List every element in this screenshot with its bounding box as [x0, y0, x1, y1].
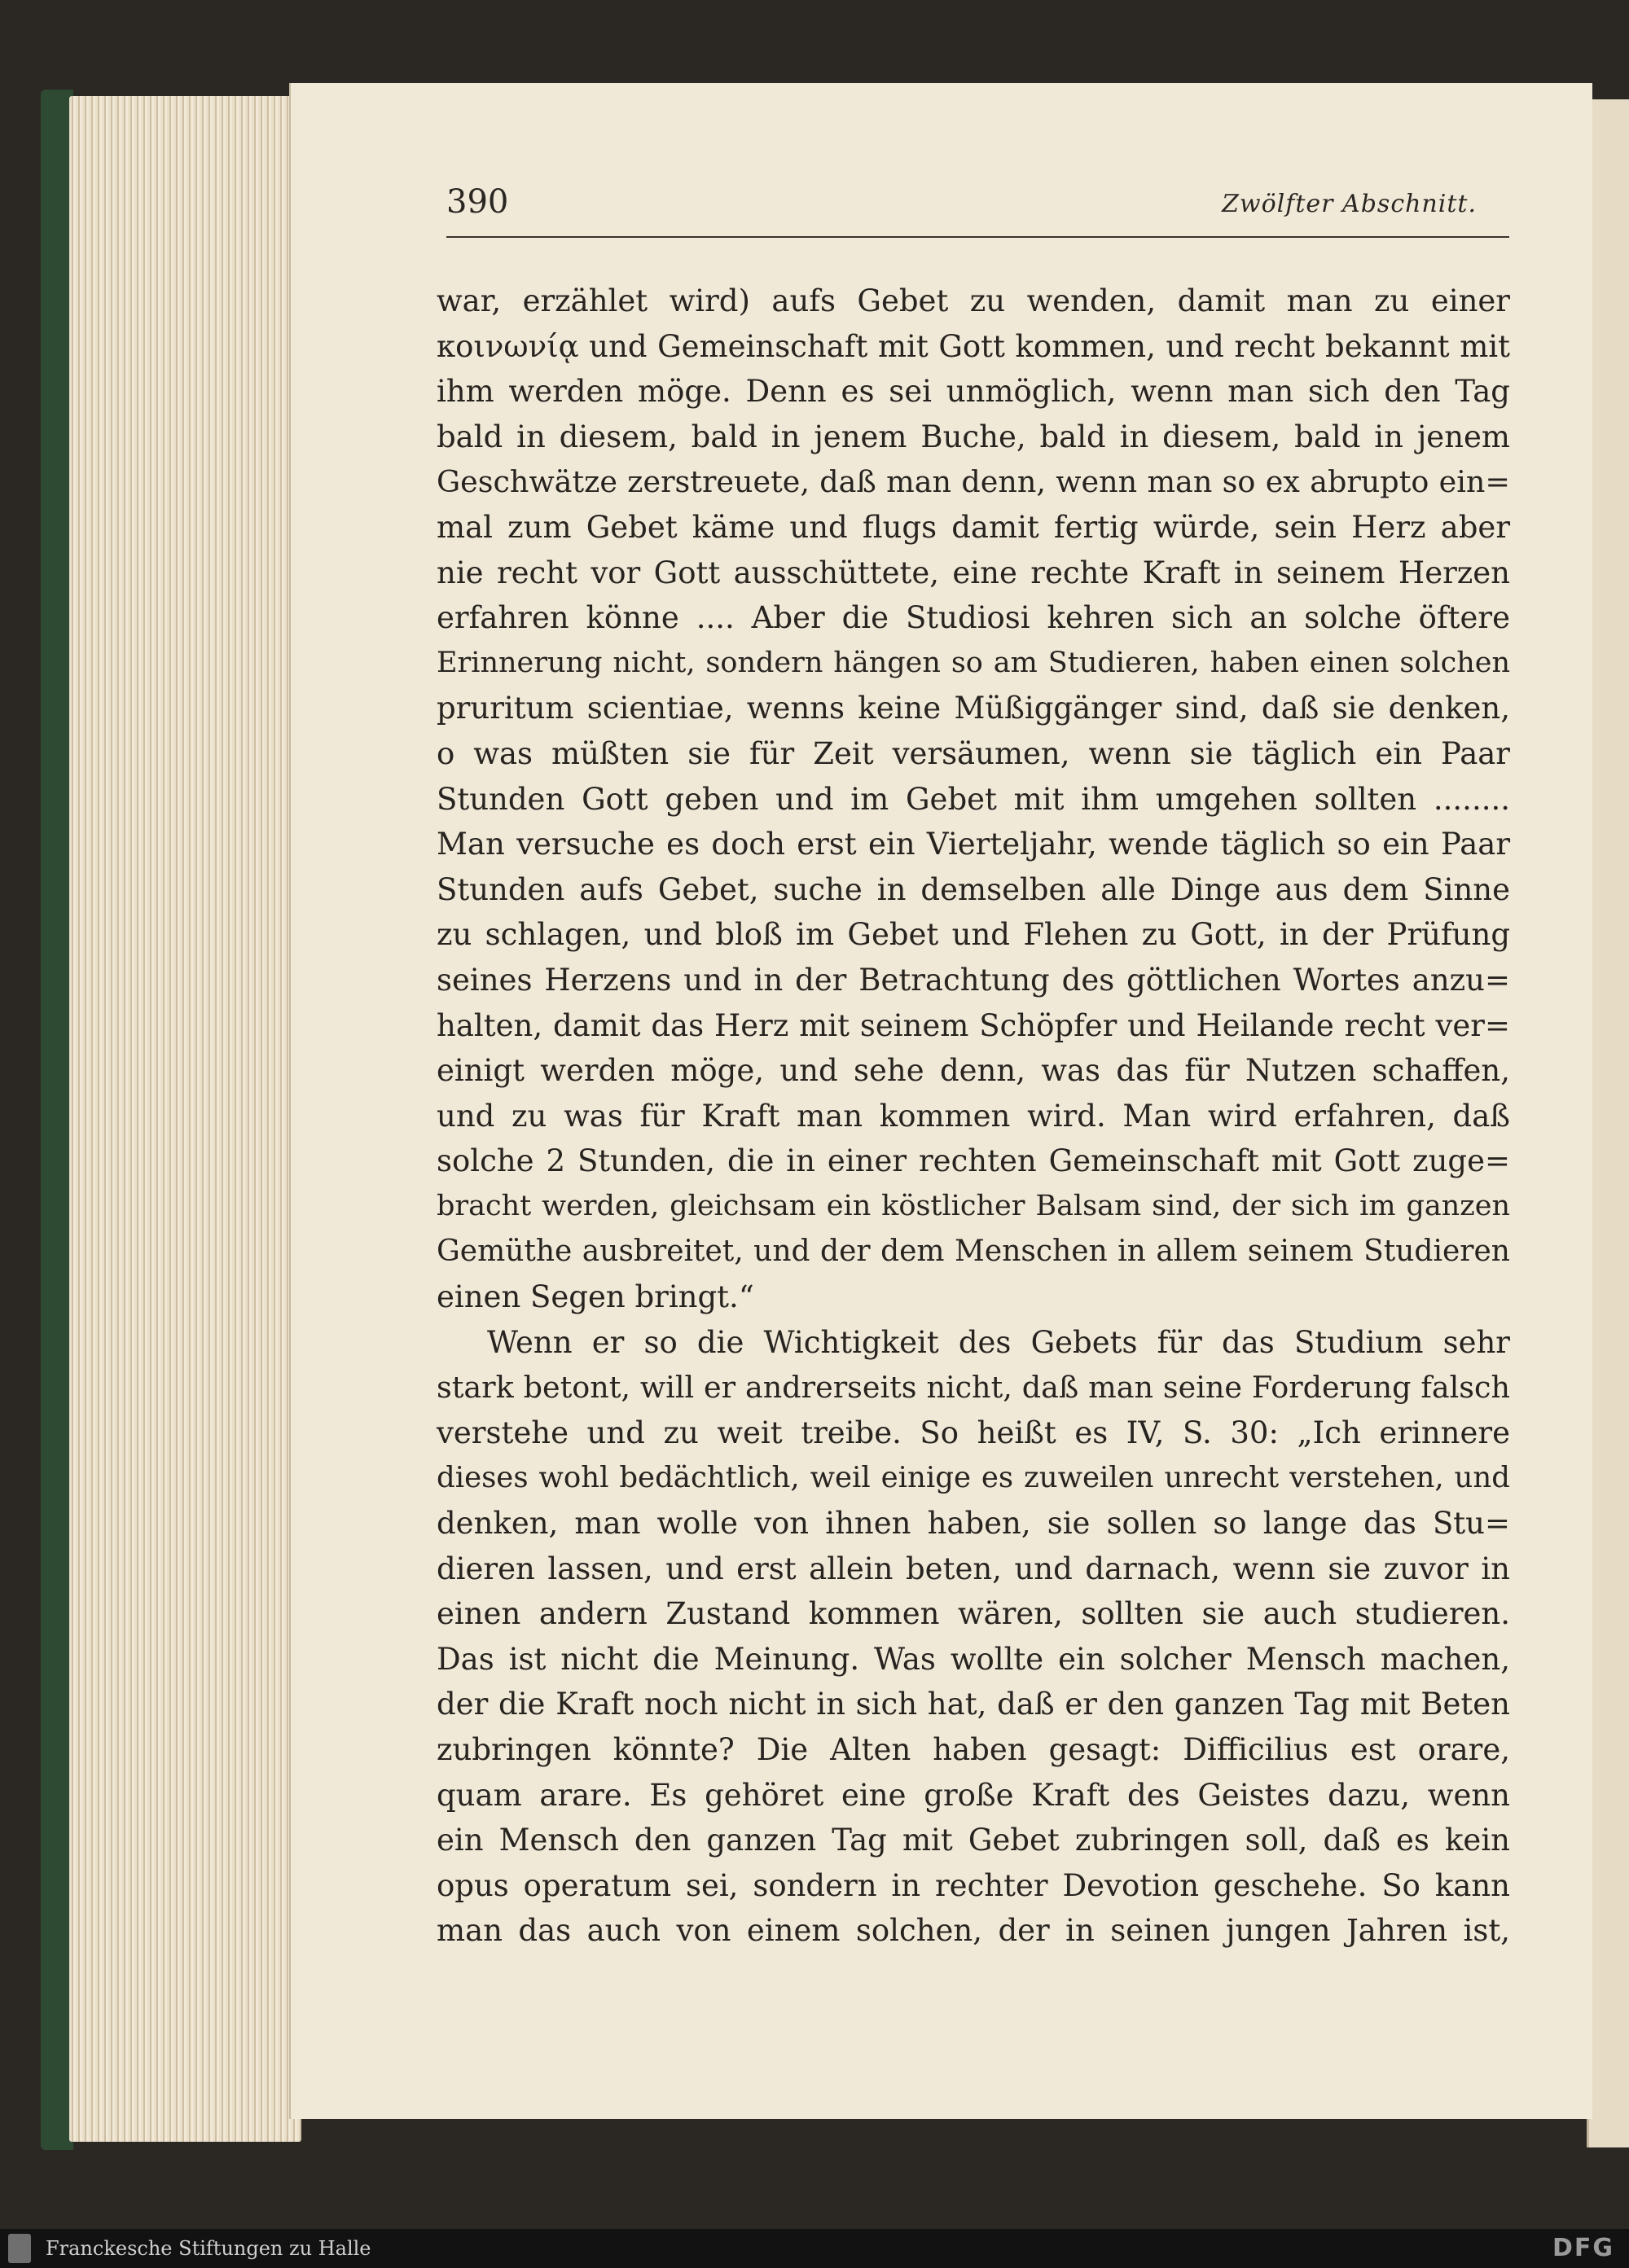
text-line: war, erzählet wird) aufs Gebet zu wenden, damit man zu einer	[437, 283, 1510, 318]
text-line: einen Segen bringt.“	[437, 1279, 754, 1315]
text-line: zubringen könnte? Die Alten haben gesagt: Difficilius est orare,	[437, 1732, 1510, 1767]
text-line: ein Mensch den ganzen Tag mit Gebet zubringen soll, daß es kein	[437, 1823, 1510, 1858]
text-line: denken, man wolle von ihnen haben, sie sollen so lange das Stu=	[437, 1506, 1510, 1542]
text-line: einigt werden möge, und sehe denn, was das für Nutzen schaffen,	[437, 1053, 1510, 1089]
text-line: solche 2 Stunden, die in einer rechten Gemeinschaft mit Gott zuge=	[437, 1143, 1510, 1179]
text-line: opus operatum sei, sondern in rechter Devotion geschehe. So kann	[437, 1867, 1510, 1903]
text-line: zu schlagen, und bloß im Gebet und Flehen zu Gott, in der Prüfung	[437, 917, 1510, 953]
text-line: verstehe und zu weit treibe. So heißt es IV, S. 30: „Ich erinnere	[437, 1415, 1510, 1450]
footer-bar	[0, 2229, 1629, 2268]
text-line: Erinnerung nicht, sondern hängen so am Studieren, haben einen solchen	[437, 646, 1510, 679]
text-line: Gemüthe ausbreitet, und der dem Menschen in allem seinem Studieren	[437, 1235, 1510, 1269]
running-head: Zwölfter Abschnitt.	[1222, 190, 1477, 218]
text-line: halten, damit das Herz mit seinem Schöpfer und Heilande recht ver=	[437, 1007, 1510, 1043]
dfg-logo: DFG	[1552, 2234, 1614, 2262]
text-line: o was müßten sie für Zeit versäumen, wenn sie täglich ein Paar	[437, 735, 1510, 771]
text-line: ihm werden möge. Denn es sei unmöglich, wenn man sich den Tag	[437, 374, 1510, 410]
text-line: Man versuche es doch erst ein Vierteljahr, wende täglich so ein Paar	[437, 827, 1510, 862]
text-line: bald in diesem, bald in jenem Buche, bald in diesem, bald in jenem	[437, 419, 1510, 454]
text-line: Geschwätze zerstreuete, daß man denn, wenn man so ex abrupto ein=	[437, 464, 1510, 500]
page-header	[446, 183, 1509, 232]
body-text	[437, 279, 1510, 1954]
text-line: man das auch von einem solchen, der in seinen jungen Jahren ist,	[437, 1913, 1510, 1949]
text-line: stark betont, will er andrerseits nicht, daß man seine Forderung falsch	[437, 1370, 1510, 1406]
book-cover	[41, 90, 73, 2150]
text-line: Wenn er so die Wichtigkeit des Gebets für das Studium sehr	[487, 1324, 1510, 1360]
text-line: Stunden aufs Gebet, suche in demselben alle Dinge aus dem Sinne	[437, 871, 1510, 907]
page-number: 390	[446, 183, 509, 221]
text-line: mal zum Gebet käme und flugs damit fertig würde, sein Herz aber	[437, 509, 1510, 545]
header-rule	[446, 236, 1509, 238]
text-line: dieses wohl bedächtlich, weil einige es zuweilen unrecht verstehen, und	[437, 1461, 1510, 1495]
text-line: seines Herzens und in der Betrachtung des göttlichen Wortes anzu=	[437, 962, 1510, 998]
text-line: nie recht vor Gott ausschüttete, eine rechte Kraft in seinem Herzen	[437, 555, 1510, 590]
text-line: Stunden Gott geben und im Gebet mit ihm umgehen sollten ........	[437, 781, 1510, 817]
text-line: bracht werden, gleichsam ein köstlicher Balsam sind, der sich im ganzen	[437, 1189, 1510, 1222]
institution-logo-icon	[8, 2234, 31, 2263]
page-edges	[69, 96, 301, 2142]
text-line: dieren lassen, und erst allein beten, und darnach, wenn sie zuvor in	[437, 1551, 1510, 1586]
text-line: einen andern Zustand kommen wären, sollten sie auch studieren.	[437, 1596, 1510, 1632]
text-line: der die Kraft noch nicht in sich hat, daß er den ganzen Tag mit Beten	[437, 1687, 1510, 1722]
institution-name: Franckesche Stiftungen zu Halle	[46, 2237, 371, 2260]
text-line: κοινωνίᾳ und Gemeinschaft mit Gott kommen, und recht bekannt mit	[437, 328, 1510, 364]
text-line: quam arare. Es gehöret eine große Kraft des Geistes dazu, wenn	[437, 1777, 1510, 1813]
next-page-edge	[1587, 99, 1629, 2147]
text-line: erfahren könne .... Aber die Studiosi kehren sich an solche öftere	[437, 600, 1510, 636]
text-line: pruritum scientiae, wenns keine Müßiggänger sind, daß sie denken,	[437, 691, 1510, 726]
text-line: Das ist nicht die Meinung. Was wollte ein solcher Mensch machen,	[437, 1641, 1510, 1677]
text-line: und zu was für Kraft man kommen wird. Man wird erfahren, daß	[437, 1098, 1510, 1134]
